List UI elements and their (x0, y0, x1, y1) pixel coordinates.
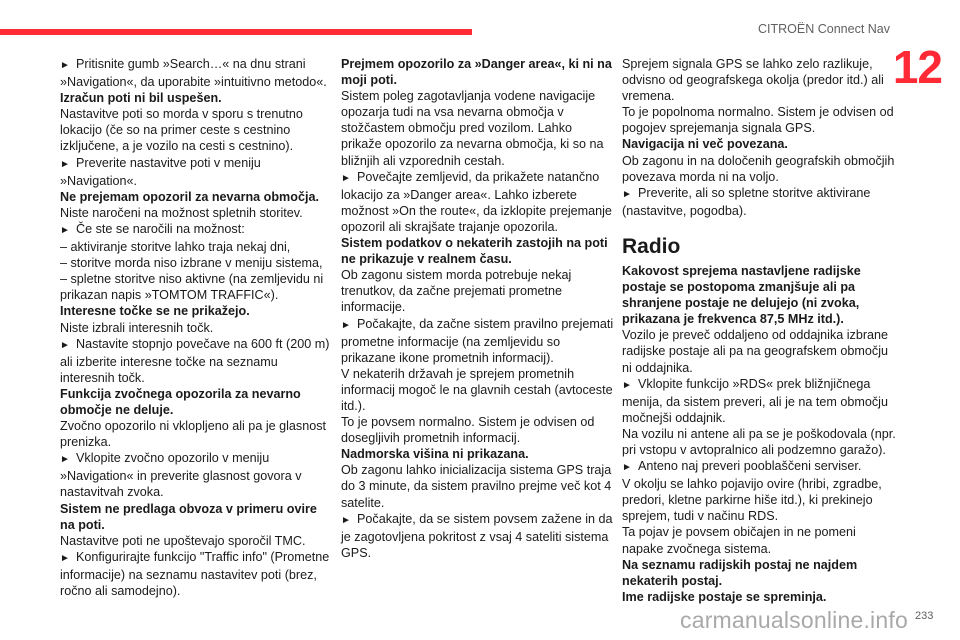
header-title: CITROËN Connect Nav (758, 22, 890, 36)
body-text: To je povsem normalno. Sistem je odvisen od dosegljivih prometnih informacij. (341, 415, 595, 446)
watermark: carmanualsonline.info (680, 607, 908, 633)
issue-title: Sistem ne predlaga obvoza v primeru ovire na poti. (60, 501, 317, 532)
section-heading: Radio (622, 234, 681, 258)
body-text: To je popolnoma normalno. Sistem je odvisen od pogojev sprejemanja signala GPS. (622, 105, 894, 136)
step-text: Če ste se naročili na možnost: (76, 221, 245, 236)
body-text: Zvočno opozorilo ni vklopljeno ali pa je glasnost prenizka. (60, 419, 327, 450)
issue-title: Sistem podatkov o nekaterih zastojih na poti ne prikazuje v realnem času. (341, 236, 608, 267)
issue-title: Navigacija ni več povezana. (622, 137, 788, 152)
action-step (341, 511, 616, 561)
arrow-right-icon: ► (341, 172, 351, 184)
body-text: Ta pojav je povsem običajen in ne pomeni napake zvočnega sistema. (622, 525, 856, 556)
body-text: Sistem poleg zagotavljanja vodene navigacije opozarja tudi na vsa nevarna območja v stožčastem območju pred vozilom. Lahko prikaže opozorilo za nevarna območja, ki so na bližnjih ali vzporednih cestah. (341, 89, 604, 168)
body-text: Sprejem signala GPS se lahko zelo razlikuje, odvisno od geografskega okolja (predor itd.) ali vremena. (622, 57, 884, 104)
body-text: Nastavitve poti so morda v sporu s trenutno lokacijo (če so na primer ceste s cestnino izključene, a je vozilo na cesti s cestnino). (60, 107, 303, 154)
step-text: Počakajte, da začne sistem pravilno prejemati prometne informacije (na zemljevidu so prikazane ikone prometnih informacij). (341, 316, 614, 365)
column-1 (60, 56, 335, 599)
chapter-number: 12 (892, 41, 942, 93)
step-text: Pritisnite gumb »Search…« na dnu strani »Navigation«, da uporabite »intuitivno metodo«. (60, 57, 327, 90)
body-text: Ob zagonu in na določenih geografskih območjih povezava morda ni na voljo. (622, 153, 895, 184)
action-step (60, 450, 335, 500)
arrow-right-icon: ► (341, 514, 351, 526)
arrow-right-icon: ► (60, 158, 70, 170)
page-number: 233 (915, 610, 934, 622)
body-text: – storitve morda niso izbrane v meniju sistema, (60, 256, 323, 271)
step-text: Nastavite stopnjo povečave na 600 ft (200 m) ali izberite interesne točke na seznamu interesnih točk. (60, 336, 330, 385)
body-text: – spletne storitve niso aktivne (na zemljevidu ni prikazan napis »TOMTOM TRAFFIC«). (60, 272, 324, 303)
body-text: Ob zagonu sistem morda potrebuje nekaj trenutkov, da začne prejemati prometne informacije. (341, 268, 572, 315)
issue-title: Izračun poti ni bil uspešen. (60, 91, 222, 106)
issue-title: Funkcija zvočnega opozorila za nevarno območje ne deluje. (60, 386, 301, 417)
step-text: Povečajte zemljevid, da prikažete natančno lokacijo za »Danger area«. Lahko izberete možnost »On the route«, da izklopite prejemanje opozoril ali skrajšate trajanje opozorila. (341, 169, 612, 234)
action-step (622, 376, 897, 426)
step-text: Vklopite funkcijo »RDS« prek bližnjičnega menija, da sistem preveri, ali je na tem območju močnejši oddajnik. (622, 376, 888, 425)
column-2 (341, 56, 616, 561)
step-text: Počakajte, da se sistem povsem zažene in da je zagotovljena pokritost z vsaj 4 sateliti sistema GPS. (341, 511, 613, 560)
body-text: Vozilo je preveč oddaljeno od oddajnika izbrane radijske postaje ali pa na geografskem območju ni oddajnika. (622, 328, 889, 375)
body-text: Ob zagonu lahko inicializacija sistema GPS traja do 3 minute, da sistem pravilno prejme več kot 4 satelite. (341, 463, 612, 510)
action-step (60, 336, 335, 386)
action-step (60, 221, 335, 239)
arrow-right-icon: ► (622, 379, 632, 391)
issue-title: Ime radijske postaje se spreminja. (622, 589, 827, 604)
body-text: V nekaterih državah je sprejem prometnih informacij mogoč le na glavnih cestah (avtoceste itd.). (341, 366, 613, 413)
action-step (622, 458, 897, 476)
arrow-right-icon: ► (622, 462, 632, 474)
arrow-right-icon: ► (341, 319, 351, 331)
body-text: Nastavitve poti ne upoštevajo sporočil TMC. (60, 533, 306, 548)
body-text: Niste izbrali interesnih točk. (60, 320, 214, 335)
action-step (60, 155, 335, 189)
step-text: Konfigurirajte funkcijo "Traffic info" (Prometne informacije) na seznamu nastavitev poti (brez, ročno ali samodejno). (60, 549, 330, 598)
arrow-right-icon: ► (60, 552, 70, 564)
issue-title: Kakovost sprejema nastavljene radijske postaje se postopoma zmanjšuje ali pa shranjene postaje ne delujejo (ni zvoka, prikazana je frekvenca 87,5 MHz itd.). (622, 263, 861, 327)
body-text: – aktiviranje storitve lahko traja nekaj dni, (60, 240, 291, 255)
issue-title: Ne prejemam opozoril za nevarna območja. (60, 189, 319, 204)
header-accent-bar (0, 29, 472, 35)
arrow-right-icon: ► (622, 188, 632, 200)
body-text: V okolju se lahko pojavijo ovire (hribi, zgradbe, predori, kletne parkirne hiše itd.), ki prekinejo sprejem, tudi v načinu RDS. (622, 477, 882, 524)
step-text: Preverite, ali so spletne storitve aktivirane (nastavitve, pogodba). (622, 185, 871, 218)
step-text: Vklopite zvočno opozorilo v meniju »Navigation« in preverite glasnost govora v nastavitvah zvoka. (60, 451, 302, 500)
issue-title: Prejmem opozorilo za »Danger area«, ki ni na moji poti. (341, 57, 612, 88)
arrow-right-icon: ► (60, 454, 70, 466)
column-3 (622, 56, 897, 605)
action-step (341, 169, 616, 235)
action-step (60, 549, 335, 599)
arrow-right-icon: ► (60, 224, 70, 236)
issue-title: Nadmorska višina ni prikazana. (341, 447, 529, 462)
issue-title: Interesne točke se ne prikažejo. (60, 304, 250, 319)
arrow-right-icon: ► (60, 339, 70, 351)
action-step (622, 185, 897, 219)
body-text: Na vozilu ni antene ali pa se je poškodovala (npr. pri vstopu v avtopralnico ali podzemno garažo). (622, 426, 896, 457)
action-step (60, 56, 335, 90)
body-text: Niste naročeni na možnost spletnih storitev. (60, 205, 303, 220)
arrow-right-icon: ► (60, 60, 70, 71)
step-text: Anteno naj preveri pooblaščeni serviser. (638, 459, 862, 474)
action-step (341, 316, 616, 366)
step-text: Preverite nastavitve poti v meniju »Navigation«. (60, 155, 261, 188)
issue-title: Na seznamu radijskih postaj ne najdem nekaterih postaj. (622, 557, 858, 588)
